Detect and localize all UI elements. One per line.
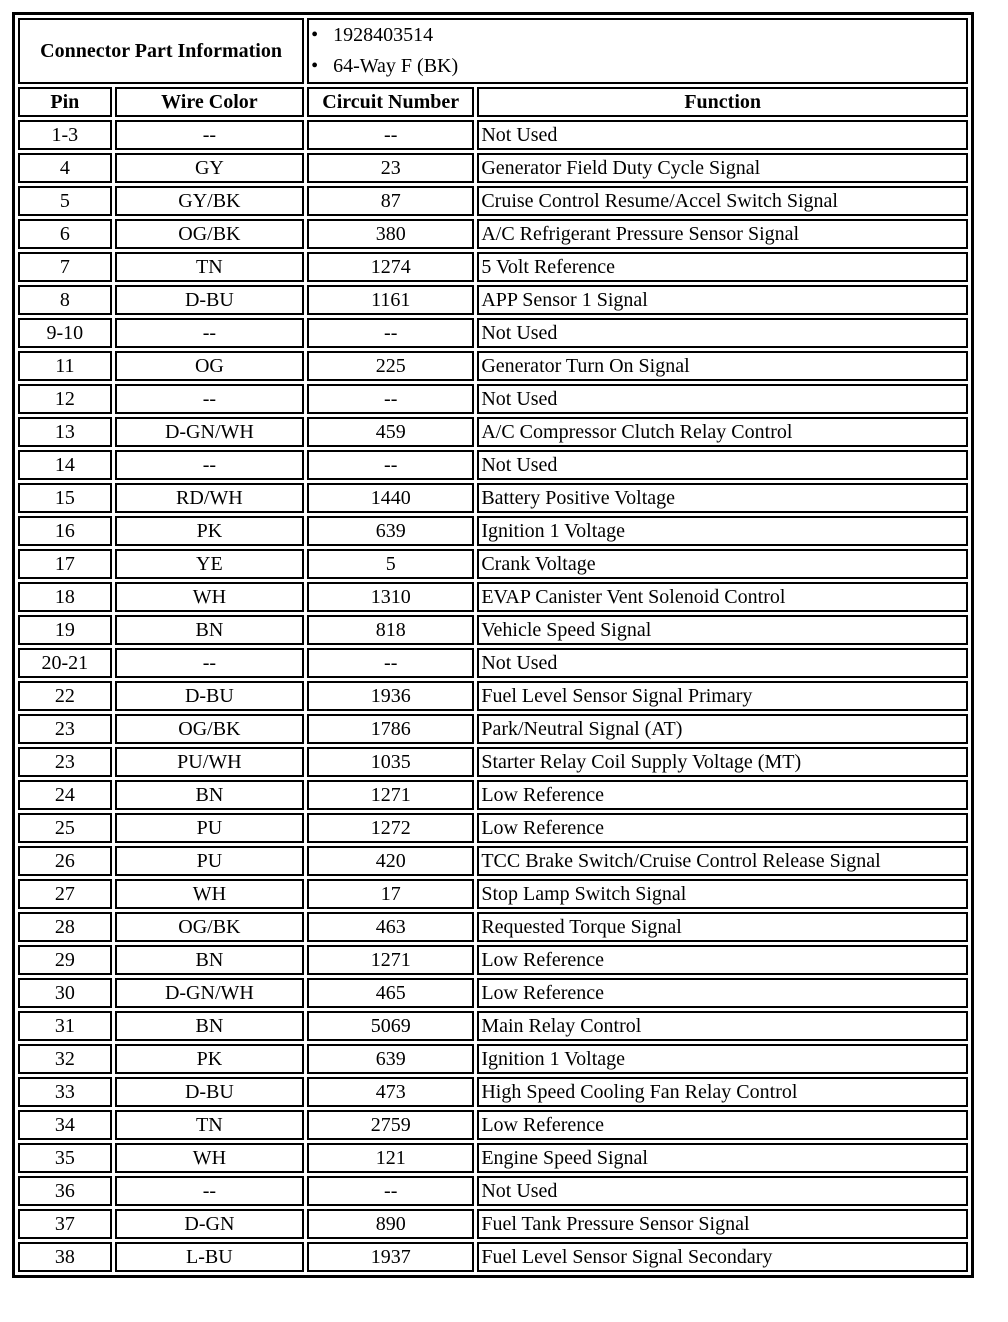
function-cell: TCC Brake Switch/Cruise Control Release Signal	[477, 846, 968, 876]
bullet-icon: •	[311, 24, 319, 46]
circuit-number-cell: 1440	[307, 483, 474, 513]
function-cell: EVAP Canister Vent Solenoid Control	[477, 582, 968, 612]
pin-cell: 31	[18, 1011, 112, 1041]
pin-cell: 34	[18, 1110, 112, 1140]
table-row	[18, 879, 968, 909]
circuit-number-cell: 1161	[307, 285, 474, 315]
circuit-number-cell: 420	[307, 846, 474, 876]
wire-color-cell: D-BU	[115, 681, 304, 711]
function-cell: Low Reference	[477, 945, 968, 975]
table-row	[18, 483, 968, 513]
wire-color-cell: L-BU	[115, 1242, 304, 1272]
table-row	[18, 846, 968, 876]
pin-cell: 19	[18, 615, 112, 645]
pin-cell: 14	[18, 450, 112, 480]
wire-color-cell: --	[115, 1176, 304, 1206]
connector-info-item	[311, 51, 964, 82]
table-row	[18, 1242, 968, 1272]
function-cell: Not Used	[477, 648, 968, 678]
function-cell: Stop Lamp Switch Signal	[477, 879, 968, 909]
table-row	[18, 1011, 968, 1041]
table-row	[18, 813, 968, 843]
pin-cell: 24	[18, 780, 112, 810]
pin-cell: 16	[18, 516, 112, 546]
header-pin: Pin	[18, 87, 112, 117]
circuit-number-cell: 639	[307, 516, 474, 546]
table-row	[18, 318, 968, 348]
pin-cell: 23	[18, 714, 112, 744]
circuit-number-cell: 465	[307, 978, 474, 1008]
wire-color-cell: WH	[115, 582, 304, 612]
table-row	[18, 747, 968, 777]
circuit-number-cell: 23	[307, 153, 474, 183]
pin-cell: 11	[18, 351, 112, 381]
wire-color-cell: TN	[115, 1110, 304, 1140]
table-row	[18, 417, 968, 447]
connector-pinout-table	[12, 12, 974, 1278]
circuit-number-cell: 1274	[307, 252, 474, 282]
wire-color-cell: PU/WH	[115, 747, 304, 777]
function-cell: Low Reference	[477, 978, 968, 1008]
wire-color-cell: RD/WH	[115, 483, 304, 513]
function-cell: 5 Volt Reference	[477, 252, 968, 282]
table-row	[18, 285, 968, 315]
table-row	[18, 351, 968, 381]
pin-cell: 22	[18, 681, 112, 711]
wire-color-cell: --	[115, 648, 304, 678]
table-row	[18, 153, 968, 183]
pin-cell: 35	[18, 1143, 112, 1173]
table-row	[18, 186, 968, 216]
circuit-number-cell: 225	[307, 351, 474, 381]
wire-color-cell: --	[115, 120, 304, 150]
function-cell: Starter Relay Coil Supply Voltage (MT)	[477, 747, 968, 777]
function-cell: Fuel Tank Pressure Sensor Signal	[477, 1209, 968, 1239]
pin-cell: 20-21	[18, 648, 112, 678]
function-cell: A/C Refrigerant Pressure Sensor Signal	[477, 219, 968, 249]
pin-cell: 32	[18, 1044, 112, 1074]
connector-table-wrapper	[12, 12, 974, 1278]
wire-color-cell: --	[115, 384, 304, 414]
pin-cell: 27	[18, 879, 112, 909]
circuit-number-cell: --	[307, 384, 474, 414]
wire-color-cell: OG	[115, 351, 304, 381]
pin-cell: 17	[18, 549, 112, 579]
table-row	[18, 945, 968, 975]
table-row	[18, 681, 968, 711]
wire-color-cell: BN	[115, 945, 304, 975]
circuit-number-cell: 1272	[307, 813, 474, 843]
function-cell: Park/Neutral Signal (AT)	[477, 714, 968, 744]
table-row	[18, 1176, 968, 1206]
pin-cell: 37	[18, 1209, 112, 1239]
circuit-number-cell: --	[307, 318, 474, 348]
table-row	[18, 450, 968, 480]
function-cell: Generator Field Duty Cycle Signal	[477, 153, 968, 183]
wire-color-cell: OG/BK	[115, 912, 304, 942]
table-row	[18, 219, 968, 249]
function-cell: Crank Voltage	[477, 549, 968, 579]
connector-info-item	[311, 20, 964, 51]
circuit-number-cell: 1937	[307, 1242, 474, 1272]
wire-color-cell: --	[115, 318, 304, 348]
wire-color-cell: PU	[115, 813, 304, 843]
pin-cell: 30	[18, 978, 112, 1008]
pin-cell: 6	[18, 219, 112, 249]
pin-cell: 23	[18, 747, 112, 777]
circuit-number-cell: --	[307, 450, 474, 480]
circuit-number-cell: 818	[307, 615, 474, 645]
function-cell: Main Relay Control	[477, 1011, 968, 1041]
function-cell: Fuel Level Sensor Signal Primary	[477, 681, 968, 711]
bullet-icon: •	[311, 55, 319, 77]
pin-cell: 9-10	[18, 318, 112, 348]
table-row	[18, 582, 968, 612]
connector-info-list	[307, 18, 968, 84]
wire-color-cell: BN	[115, 780, 304, 810]
table-row	[18, 780, 968, 810]
wire-color-cell: D-GN/WH	[115, 417, 304, 447]
header-wire-color: Wire Color	[115, 87, 304, 117]
wire-color-cell: BN	[115, 1011, 304, 1041]
table-row	[18, 978, 968, 1008]
wire-color-cell: D-GN	[115, 1209, 304, 1239]
pin-cell: 36	[18, 1176, 112, 1206]
table-row	[18, 912, 968, 942]
wire-color-cell: TN	[115, 252, 304, 282]
pin-cell: 25	[18, 813, 112, 843]
pin-cell: 18	[18, 582, 112, 612]
header-circuit-number: Circuit Number	[307, 87, 474, 117]
circuit-number-cell: 1271	[307, 780, 474, 810]
table-row	[18, 1143, 968, 1173]
table-row	[18, 1044, 968, 1074]
function-cell: Vehicle Speed Signal	[477, 615, 968, 645]
function-cell: Ignition 1 Voltage	[477, 1044, 968, 1074]
function-cell: Generator Turn On Signal	[477, 351, 968, 381]
function-cell: A/C Compressor Clutch Relay Control	[477, 417, 968, 447]
wire-color-cell: D-GN/WH	[115, 978, 304, 1008]
table-row	[18, 714, 968, 744]
circuit-number-cell: 17	[307, 879, 474, 909]
connector-type: 64-Way F (BK)	[333, 55, 459, 77]
wire-color-cell: BN	[115, 615, 304, 645]
function-cell: APP Sensor 1 Signal	[477, 285, 968, 315]
pin-cell: 12	[18, 384, 112, 414]
function-cell: High Speed Cooling Fan Relay Control	[477, 1077, 968, 1107]
circuit-number-cell: 639	[307, 1044, 474, 1074]
circuit-number-cell: 380	[307, 219, 474, 249]
wire-color-cell: GY	[115, 153, 304, 183]
wire-color-cell: --	[115, 450, 304, 480]
function-cell: Not Used	[477, 1176, 968, 1206]
circuit-number-cell: 890	[307, 1209, 474, 1239]
function-cell: Low Reference	[477, 780, 968, 810]
table-row	[18, 252, 968, 282]
connector-info-label: Connector Part Information	[18, 18, 304, 84]
pin-cell: 38	[18, 1242, 112, 1272]
pin-cell: 7	[18, 252, 112, 282]
wire-color-cell: D-BU	[115, 285, 304, 315]
pin-cell: 8	[18, 285, 112, 315]
circuit-number-cell: 459	[307, 417, 474, 447]
function-cell: Cruise Control Resume/Accel Switch Signal	[477, 186, 968, 216]
header-function: Function	[477, 87, 968, 117]
function-cell: Requested Torque Signal	[477, 912, 968, 942]
circuit-number-cell: --	[307, 648, 474, 678]
function-cell: Low Reference	[477, 813, 968, 843]
pin-cell: 5	[18, 186, 112, 216]
function-cell: Fuel Level Sensor Signal Secondary	[477, 1242, 968, 1272]
circuit-number-cell: 121	[307, 1143, 474, 1173]
connector-info-row	[18, 18, 968, 84]
table-row	[18, 615, 968, 645]
table-row	[18, 384, 968, 414]
wire-color-cell: OG/BK	[115, 219, 304, 249]
wire-color-cell: YE	[115, 549, 304, 579]
function-cell: Ignition 1 Voltage	[477, 516, 968, 546]
wire-color-cell: WH	[115, 1143, 304, 1173]
function-cell: Not Used	[477, 450, 968, 480]
function-cell: Not Used	[477, 120, 968, 150]
table-row	[18, 1077, 968, 1107]
pin-cell: 13	[18, 417, 112, 447]
wire-color-cell: GY/BK	[115, 186, 304, 216]
wire-color-cell: PU	[115, 846, 304, 876]
circuit-number-cell: --	[307, 1176, 474, 1206]
wire-color-cell: PK	[115, 516, 304, 546]
table-row	[18, 120, 968, 150]
connector-part-number: 1928403514	[333, 24, 434, 46]
function-cell: Engine Speed Signal	[477, 1143, 968, 1173]
pin-cell: 33	[18, 1077, 112, 1107]
wire-color-cell: WH	[115, 879, 304, 909]
circuit-number-cell: 5	[307, 549, 474, 579]
table-row	[18, 549, 968, 579]
circuit-number-cell: 1310	[307, 582, 474, 612]
function-cell: Not Used	[477, 318, 968, 348]
table-row	[18, 1209, 968, 1239]
pin-cell: 15	[18, 483, 112, 513]
function-cell: Battery Positive Voltage	[477, 483, 968, 513]
circuit-number-cell: 87	[307, 186, 474, 216]
circuit-number-cell: 1936	[307, 681, 474, 711]
wire-color-cell: PK	[115, 1044, 304, 1074]
circuit-number-cell: --	[307, 120, 474, 150]
circuit-number-cell: 463	[307, 912, 474, 942]
circuit-number-cell: 1035	[307, 747, 474, 777]
function-cell: Not Used	[477, 384, 968, 414]
table-row	[18, 648, 968, 678]
circuit-number-cell: 5069	[307, 1011, 474, 1041]
circuit-number-cell: 473	[307, 1077, 474, 1107]
pin-cell: 29	[18, 945, 112, 975]
function-cell: Low Reference	[477, 1110, 968, 1140]
table-row	[18, 516, 968, 546]
pin-cell: 28	[18, 912, 112, 942]
wire-color-cell: OG/BK	[115, 714, 304, 744]
header-row	[18, 87, 968, 117]
table-row	[18, 1110, 968, 1140]
circuit-number-cell: 2759	[307, 1110, 474, 1140]
circuit-number-cell: 1271	[307, 945, 474, 975]
pin-cell: 26	[18, 846, 112, 876]
pin-cell: 1-3	[18, 120, 112, 150]
circuit-number-cell: 1786	[307, 714, 474, 744]
pin-cell: 4	[18, 153, 112, 183]
wire-color-cell: D-BU	[115, 1077, 304, 1107]
